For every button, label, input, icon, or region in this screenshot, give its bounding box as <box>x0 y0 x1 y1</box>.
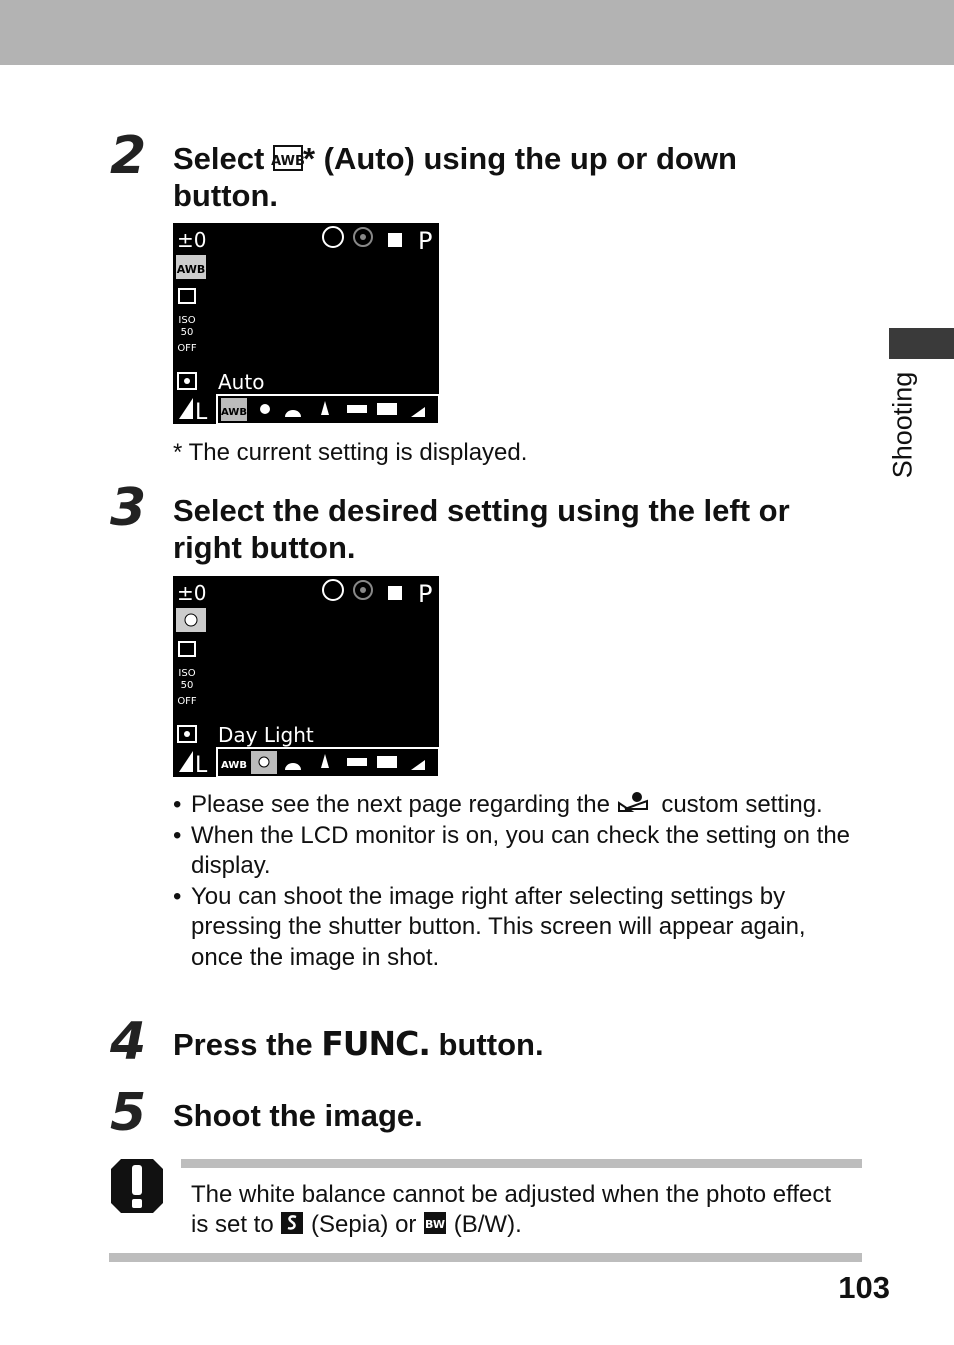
step-2-heading-line2: button. <box>173 178 279 213</box>
iso-value: 50 <box>180 327 194 338</box>
awb-menu-icon: AWB <box>176 263 206 276</box>
section-label <box>880 360 926 490</box>
svg-text:AWB: AWB <box>271 154 305 169</box>
lock-icon <box>388 586 402 600</box>
lcd-screen-auto <box>173 223 439 424</box>
step-2-heading-pre: Select <box>173 141 265 176</box>
wb-option-auto: AWB <box>221 407 247 418</box>
effect-off-label: OFF <box>177 696 197 707</box>
step-5-heading: Shoot the image. <box>173 1098 423 1133</box>
step-2-heading <box>173 140 873 214</box>
header-bar <box>0 0 954 65</box>
step-4-heading: Press the FUNC. button. <box>173 1024 544 1063</box>
caution-icon <box>109 1157 165 1215</box>
awb-icon <box>273 144 303 172</box>
step-2-note: * The current setting is displayed. <box>173 439 528 466</box>
wb-label: Day Light <box>218 723 314 747</box>
caution-rule-bottom <box>109 1253 862 1262</box>
lcd-screen-daylight <box>173 576 439 777</box>
svg-text:BW: BW <box>425 1218 446 1231</box>
quality-value: L <box>195 400 208 425</box>
page-number: 103 <box>838 1270 890 1305</box>
iso-value: 50 <box>180 680 194 691</box>
caution-text: The white balance cannot be adjusted when the photo effect is set to (Sepia) or BW (B/W). <box>191 1181 832 1238</box>
effect-off-label: OFF <box>177 343 197 354</box>
iso-label: ISO <box>178 668 196 679</box>
bw-icon <box>423 1211 447 1235</box>
func-button-label: FUNC. <box>321 1024 430 1063</box>
wb-option-fluorescent <box>347 758 367 766</box>
step-number-3: 3 <box>110 478 147 538</box>
iso-label: ISO <box>178 315 196 326</box>
list-item: • When the LCD monitor is on, you can check the setting on the display. <box>173 821 863 882</box>
step-number-5: 5 <box>110 1083 147 1143</box>
exposure-value: ±0 <box>177 228 207 252</box>
sepia-icon <box>280 1211 304 1235</box>
shooting-mode: P <box>418 227 433 255</box>
shooting-mode: P <box>418 580 433 608</box>
lock-icon <box>388 233 402 247</box>
step-number-4: 4 <box>110 1012 147 1072</box>
wb-option-fluorescent <box>347 405 367 413</box>
step-2-heading-post: * (Auto) using the up or down <box>302 141 737 176</box>
wb-option-fluorescent-h <box>377 756 397 768</box>
wb-option-auto: AWB <box>221 760 247 771</box>
daylight-menu-icon <box>185 614 197 626</box>
wb-option-daylight <box>260 404 270 414</box>
custom-wb-icon <box>617 791 655 815</box>
exposure-value: ±0 <box>177 581 207 605</box>
wb-option-fluorescent-h <box>377 403 397 415</box>
wb-option-daylight <box>259 757 269 767</box>
section-tab-marker <box>889 328 954 359</box>
step-number-2: 2 <box>110 126 147 186</box>
list-item: • Please see the next page regarding the custom setting. <box>173 790 863 821</box>
step-3-heading-line2: right button. <box>173 530 356 565</box>
quality-value: L <box>195 753 208 778</box>
step-3-heading <box>173 492 873 566</box>
step-3-notes <box>173 790 863 973</box>
wb-label: Auto <box>218 370 265 394</box>
list-item: • You can shoot the image right after selecting settings by pressing the shutter button. This screen will appear again, once the image in shot. <box>173 882 863 974</box>
step-3-heading-line1: Select the desired setting using the left or <box>173 493 790 528</box>
section-label-text: Shooting <box>887 371 918 479</box>
caution-rule-top <box>181 1159 862 1168</box>
